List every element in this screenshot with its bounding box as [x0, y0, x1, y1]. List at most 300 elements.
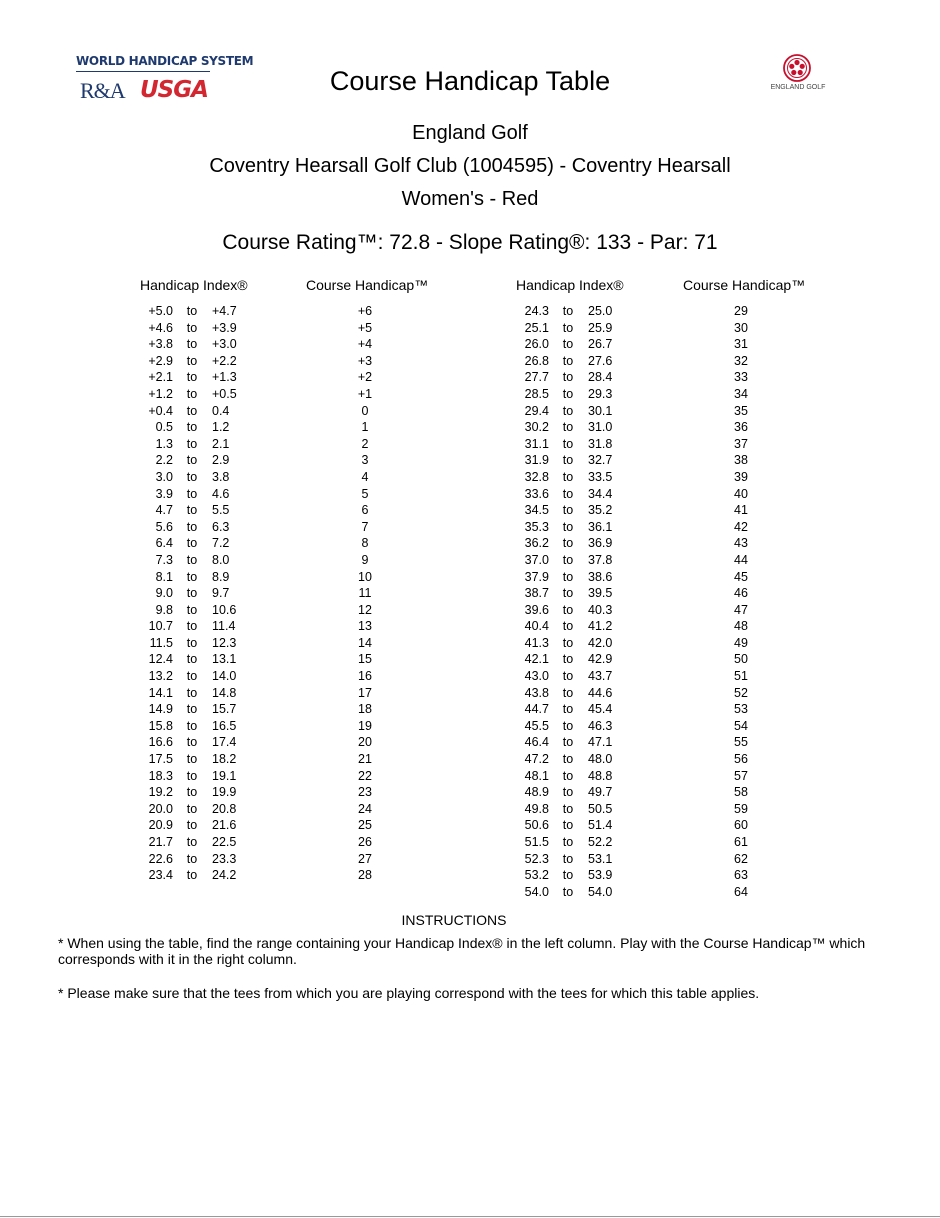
index-high: 6.3 — [212, 519, 230, 534]
to-label: to — [562, 652, 574, 667]
ra-logo: R&A — [80, 78, 125, 103]
to-label: to — [562, 486, 574, 501]
index-high: 31.0 — [588, 420, 613, 435]
to-label: to — [562, 752, 574, 767]
to-label: to — [562, 337, 574, 352]
index-high: 16.5 — [212, 718, 237, 733]
to-label: to — [186, 370, 198, 385]
course-handicap-value: 50 — [734, 652, 748, 667]
index-low: 54.0 — [524, 884, 549, 899]
index-high: 47.1 — [588, 735, 613, 750]
index-low: 26.0 — [524, 337, 549, 352]
index-high: 29.3 — [588, 386, 613, 401]
to-label: to — [186, 436, 198, 451]
course-handicap-value: 58 — [734, 785, 748, 800]
index-low: 48.9 — [524, 785, 549, 800]
course-handicap-value: 4 — [361, 469, 369, 484]
index-low: 36.2 — [524, 536, 549, 551]
course-handicap-value: 25 — [358, 818, 372, 833]
right-handicap-index-header: Handicap Index® — [516, 277, 624, 293]
course-handicap-value: 20 — [358, 735, 372, 750]
to-label: to — [562, 370, 574, 385]
to-label: to — [186, 685, 198, 700]
index-high: 25.0 — [588, 304, 613, 318]
to-label: to — [186, 818, 198, 833]
to-label: to — [186, 503, 198, 518]
course-handicap-value: 22 — [358, 768, 372, 783]
course-handicap-value: 57 — [734, 768, 748, 783]
to-label: to — [562, 519, 574, 534]
index-high: 4.6 — [212, 486, 230, 501]
index-high: 53.9 — [588, 868, 613, 883]
index-high: 2.9 — [212, 453, 230, 468]
to-label: to — [186, 469, 198, 484]
index-high: 8.9 — [212, 569, 230, 584]
course-handicap-value: 21 — [358, 752, 372, 767]
index-high: 13.1 — [212, 652, 237, 667]
index-high: 14.0 — [212, 669, 237, 684]
to-label: to — [186, 569, 198, 584]
to-label: to — [562, 320, 574, 335]
index-low: +2.1 — [148, 370, 173, 385]
index-low: 14.1 — [148, 685, 173, 700]
index-high: 19.9 — [212, 785, 237, 800]
index-low: 46.4 — [524, 735, 549, 750]
to-label: to — [186, 785, 198, 800]
to-label: to — [186, 552, 198, 567]
course-handicap-value: 23 — [358, 785, 372, 800]
course-handicap-value: 62 — [734, 851, 748, 866]
index-low: 25.1 — [524, 320, 549, 335]
index-high: 41.2 — [588, 619, 613, 634]
instructions-line-2: * Please make sure that the tees from which you are playing correspond with the tees for which this table applies. — [58, 985, 760, 1001]
index-high: +4.7 — [212, 304, 237, 318]
index-high: +1.3 — [212, 370, 237, 385]
england-golf-logo-text: ENGLAND GOLF — [770, 84, 826, 91]
index-low: 39.6 — [524, 602, 549, 617]
course-handicap-value: 27 — [358, 851, 372, 866]
instructions-title: INSTRUCTIONS — [401, 912, 507, 928]
index-low: +3.8 — [148, 337, 173, 352]
index-low: 9.8 — [155, 602, 173, 617]
index-low: +5.0 — [148, 304, 173, 318]
to-label: to — [562, 552, 574, 567]
course-handicap-value: 56 — [734, 752, 748, 767]
to-label: to — [562, 602, 574, 617]
page-title: Course Handicap Table — [329, 66, 611, 96]
index-high: 32.7 — [588, 453, 613, 468]
index-low: +0.4 — [148, 403, 173, 418]
index-high: 14.8 — [212, 685, 237, 700]
index-low: 19.2 — [148, 785, 173, 800]
course-handicap-value: 49 — [734, 635, 748, 650]
course-handicap-value: 31 — [734, 337, 748, 352]
index-low: 44.7 — [524, 702, 549, 717]
to-label: to — [186, 868, 198, 883]
index-high: 51.4 — [588, 818, 613, 833]
course-handicap-value: 15 — [358, 652, 372, 667]
index-low: 11.5 — [149, 635, 173, 650]
to-label: to — [186, 519, 198, 534]
index-low: 3.0 — [155, 469, 173, 484]
course-handicap-value: 17 — [358, 685, 372, 700]
to-label: to — [186, 801, 198, 816]
index-high: +3.9 — [212, 320, 237, 335]
course-handicap-value: +1 — [357, 386, 373, 401]
course-handicap-value: 45 — [734, 569, 748, 584]
course-handicap-value: 32 — [734, 353, 748, 368]
index-low: 53.2 — [524, 868, 549, 883]
index-high: 20.8 — [212, 801, 237, 816]
to-label: to — [562, 304, 574, 318]
course-handicap-value: 3 — [361, 453, 369, 468]
course-handicap-value: 64 — [734, 884, 748, 899]
index-low: 37.9 — [524, 569, 549, 584]
to-label: to — [562, 685, 574, 700]
to-label: to — [186, 420, 198, 435]
course-handicap-value: 37 — [734, 436, 748, 451]
to-label: to — [186, 453, 198, 468]
index-low: 43.0 — [524, 669, 549, 684]
index-high: 48.8 — [588, 768, 613, 783]
course-handicap-value: 2 — [361, 436, 369, 451]
course-handicap-value: 7 — [361, 519, 369, 534]
index-low: 1.3 — [155, 436, 173, 451]
to-label: to — [562, 536, 574, 551]
association-name: England Golf — [412, 122, 528, 144]
index-low: 38.7 — [524, 586, 549, 601]
to-label: to — [562, 420, 574, 435]
index-high: +2.2 — [212, 353, 237, 368]
course-handicap-value: 0 — [361, 403, 369, 418]
index-low: 26.8 — [524, 353, 549, 368]
index-low: 13.2 — [148, 669, 173, 684]
index-low: 27.7 — [524, 370, 549, 385]
index-low: 37.0 — [524, 552, 549, 567]
index-low: 34.5 — [524, 503, 549, 518]
to-label: to — [562, 785, 574, 800]
index-low: 20.9 — [148, 818, 173, 833]
index-low: +2.9 — [148, 353, 173, 368]
page-bottom-rule — [0, 1216, 940, 1217]
course-handicap-value: 14 — [358, 635, 372, 650]
course-handicap-value: 42 — [734, 519, 748, 534]
right-course-handicap-header: Course Handicap™ — [683, 277, 806, 293]
course-handicap-value: 53 — [734, 702, 748, 717]
index-high: 3.8 — [212, 469, 230, 484]
index-low: 12.4 — [148, 652, 173, 667]
to-label: to — [186, 536, 198, 551]
left-handicap-index-header: Handicap Index® — [140, 277, 248, 293]
index-high: 31.8 — [588, 436, 613, 451]
index-high: 0.4 — [212, 403, 230, 418]
course-handicap-value: 52 — [734, 685, 748, 700]
to-label: to — [186, 337, 198, 352]
to-label: to — [562, 801, 574, 816]
left-course-handicap-header: Course Handicap™ — [306, 277, 429, 293]
index-high: 54.0 — [588, 884, 613, 899]
to-label: to — [562, 851, 574, 866]
index-low: +4.6 — [148, 320, 173, 335]
whs-logo-text: WORLD HANDICAP SYSTEM — [76, 54, 254, 68]
course-handicap-value: 18 — [358, 702, 372, 717]
to-label: to — [186, 835, 198, 849]
to-label: to — [186, 702, 198, 717]
index-high: 1.2 — [212, 420, 230, 435]
to-label: to — [562, 469, 574, 484]
index-high: 22.5 — [212, 835, 237, 849]
to-label: to — [186, 586, 198, 601]
to-label: to — [186, 486, 198, 501]
to-label: to — [186, 652, 198, 667]
course-handicap-value: 5 — [361, 486, 369, 501]
usga-logo: USGA — [140, 77, 208, 103]
course-handicap-value: 9 — [361, 552, 369, 567]
index-high: 35.2 — [588, 503, 613, 518]
index-low: +1.2 — [148, 386, 173, 401]
index-low: 51.5 — [524, 835, 549, 849]
course-handicap-value: 11 — [358, 586, 372, 601]
index-high: 9.7 — [212, 586, 230, 601]
index-low: 23.4 — [148, 868, 173, 883]
index-high: 42.0 — [588, 635, 613, 650]
to-label: to — [186, 353, 198, 368]
index-low: 4.7 — [155, 503, 173, 518]
index-low: 30.2 — [524, 420, 549, 435]
index-low: 2.2 — [155, 453, 173, 468]
index-high: 5.5 — [212, 503, 230, 518]
index-low: 15.8 — [148, 718, 173, 733]
index-low: 45.5 — [524, 718, 549, 733]
index-low: 14.9 — [148, 702, 173, 717]
index-high: 45.4 — [588, 702, 613, 717]
to-label: to — [186, 851, 198, 866]
course-handicap-value: +4 — [357, 337, 373, 352]
instructions-line-1: * When using the table, find the range containing your Handicap Index® in the left column. Play with the Course Handicap™ which corresponds with it in the right column. — [58, 935, 866, 967]
to-label: to — [562, 569, 574, 584]
index-low: 32.8 — [524, 469, 549, 484]
index-high: 23.3 — [212, 851, 237, 866]
course-handicap-value: 44 — [734, 552, 748, 567]
to-label: to — [186, 768, 198, 783]
index-low: 52.3 — [524, 851, 549, 866]
to-label: to — [562, 619, 574, 634]
index-high: 44.6 — [588, 685, 613, 700]
index-high: 46.3 — [588, 718, 613, 733]
index-low: 43.8 — [524, 685, 549, 700]
course-handicap-value: 48 — [734, 619, 748, 634]
index-low: 10.7 — [148, 619, 173, 634]
to-label: to — [186, 602, 198, 617]
index-high: 42.9 — [588, 652, 613, 667]
to-label: to — [562, 868, 574, 883]
index-high: 8.0 — [212, 552, 230, 567]
index-high: 15.7 — [212, 702, 237, 717]
index-high: 53.1 — [588, 851, 613, 866]
index-high: 28.4 — [588, 370, 613, 385]
to-label: to — [562, 702, 574, 717]
course-handicap-value: +2 — [357, 370, 373, 385]
index-low: 50.6 — [524, 818, 549, 833]
course-handicap-value: 1 — [361, 420, 369, 435]
course-handicap-value: 30 — [734, 320, 748, 335]
index-high: 39.5 — [588, 586, 613, 601]
to-label: to — [186, 386, 198, 401]
index-low: 41.3 — [524, 635, 549, 650]
index-high: +0.5 — [212, 386, 237, 401]
index-high: 34.4 — [588, 486, 613, 501]
course-handicap-value: 54 — [734, 718, 748, 733]
index-high: 48.0 — [588, 752, 613, 767]
course-handicap-value: 61 — [734, 835, 748, 849]
to-label: to — [186, 735, 198, 750]
index-high: 38.6 — [588, 569, 613, 584]
index-low: 31.9 — [524, 453, 549, 468]
course-handicap-value: 12 — [358, 602, 372, 617]
course-handicap-value: 59 — [734, 801, 748, 816]
index-high: 36.9 — [588, 536, 613, 551]
index-high: 11.4 — [212, 619, 236, 634]
course-handicap-value: 43 — [734, 536, 748, 551]
course-handicap-value: 28 — [358, 868, 372, 883]
index-high: 49.7 — [588, 785, 613, 800]
rating-line: Course Rating™: 72.8 - Slope Rating®: 133 - Par: 71 — [222, 231, 718, 254]
index-high: 33.5 — [588, 469, 613, 484]
index-high: 12.3 — [212, 635, 237, 650]
course-handicap-value: 6 — [361, 503, 369, 518]
course-handicap-value: 41 — [734, 503, 748, 518]
index-high: 25.9 — [588, 320, 613, 335]
index-low: 7.3 — [155, 552, 173, 567]
index-low: 48.1 — [524, 768, 549, 783]
course-handicap-value: 24 — [358, 801, 372, 816]
to-label: to — [186, 304, 198, 318]
course-handicap-value: 40 — [734, 486, 748, 501]
course-handicap-value: 38 — [734, 453, 748, 468]
index-low: 6.4 — [155, 536, 173, 551]
to-label: to — [562, 818, 574, 833]
index-low: 35.3 — [524, 519, 549, 534]
index-high: 27.6 — [588, 353, 613, 368]
index-low: 31.1 — [524, 436, 549, 451]
to-label: to — [562, 735, 574, 750]
to-label: to — [562, 635, 574, 650]
index-low: 8.1 — [155, 569, 173, 584]
index-low: 22.6 — [148, 851, 173, 866]
course-handicap-value: 33 — [734, 370, 748, 385]
tee-name: Women's - Red — [401, 188, 539, 210]
to-label: to — [562, 586, 574, 601]
index-low: 21.7 — [148, 835, 173, 849]
index-high: 2.1 — [212, 436, 230, 451]
course-handicap-value: 34 — [734, 386, 748, 401]
index-high: 7.2 — [212, 536, 230, 551]
to-label: to — [562, 386, 574, 401]
course-handicap-value: 60 — [734, 818, 748, 833]
to-label: to — [186, 619, 198, 634]
to-label: to — [186, 669, 198, 684]
index-high: 18.2 — [212, 752, 237, 767]
index-high: +3.0 — [212, 337, 237, 352]
index-high: 37.8 — [588, 552, 613, 567]
index-low: 0.5 — [155, 420, 173, 435]
to-label: to — [562, 835, 574, 849]
course-handicap-value: 35 — [734, 403, 748, 418]
index-high: 40.3 — [588, 602, 613, 617]
course-handicap-value: 51 — [734, 669, 748, 684]
index-low: 33.6 — [524, 486, 549, 501]
to-label: to — [562, 768, 574, 783]
index-low: 40.4 — [524, 619, 549, 634]
index-low: 28.5 — [524, 386, 549, 401]
index-high: 10.6 — [212, 602, 237, 617]
course-handicap-value: 63 — [734, 868, 748, 883]
to-label: to — [562, 718, 574, 733]
index-high: 50.5 — [588, 801, 613, 816]
club-name: Coventry Hearsall Golf Club (1004595) - Coventry Hearsall — [209, 155, 731, 177]
course-handicap-value: +6 — [357, 304, 373, 318]
index-high: 26.7 — [588, 337, 613, 352]
to-label: to — [562, 403, 574, 418]
index-low: 3.9 — [155, 486, 173, 501]
index-low: 47.2 — [524, 752, 549, 767]
to-label: to — [186, 752, 198, 767]
index-low: 29.4 — [524, 403, 549, 418]
course-handicap-value: 39 — [734, 469, 748, 484]
to-label: to — [562, 503, 574, 518]
index-high: 19.1 — [212, 768, 237, 783]
course-handicap-value: 46 — [734, 586, 748, 601]
to-label: to — [562, 884, 574, 899]
to-label: to — [562, 436, 574, 451]
course-handicap-value: 26 — [358, 835, 372, 849]
course-handicap-value: 8 — [361, 536, 369, 551]
course-handicap-value: +3 — [357, 353, 373, 368]
index-high: 36.1 — [588, 519, 613, 534]
index-high: 43.7 — [588, 669, 613, 684]
course-handicap-value: +5 — [357, 320, 373, 335]
course-handicap-value: 19 — [358, 718, 372, 733]
index-low: 17.5 — [148, 752, 173, 767]
index-high: 24.2 — [212, 868, 237, 883]
to-label: to — [186, 320, 198, 335]
index-high: 21.6 — [212, 818, 237, 833]
to-label: to — [186, 718, 198, 733]
course-handicap-value: 47 — [734, 602, 748, 617]
to-label: to — [562, 669, 574, 684]
index-high: 30.1 — [588, 403, 613, 418]
index-low: 24.3 — [524, 304, 549, 318]
course-handicap-value: 10 — [358, 569, 372, 584]
course-handicap-value: 16 — [358, 669, 372, 684]
to-label: to — [186, 635, 198, 650]
index-low: 42.1 — [524, 652, 549, 667]
course-handicap-value: 13 — [358, 619, 372, 634]
course-handicap-value: 29 — [734, 304, 748, 318]
to-label: to — [186, 403, 198, 418]
index-low: 9.0 — [155, 586, 173, 601]
index-low: 16.6 — [148, 735, 173, 750]
index-high: 52.2 — [588, 835, 613, 849]
index-low: 18.3 — [148, 768, 173, 783]
course-handicap-value: 36 — [734, 420, 748, 435]
index-high: 17.4 — [212, 735, 237, 750]
to-label: to — [562, 353, 574, 368]
course-handicap-value: 55 — [734, 735, 748, 750]
index-low: 5.6 — [155, 519, 173, 534]
index-low: 49.8 — [524, 801, 549, 816]
to-label: to — [562, 453, 574, 468]
